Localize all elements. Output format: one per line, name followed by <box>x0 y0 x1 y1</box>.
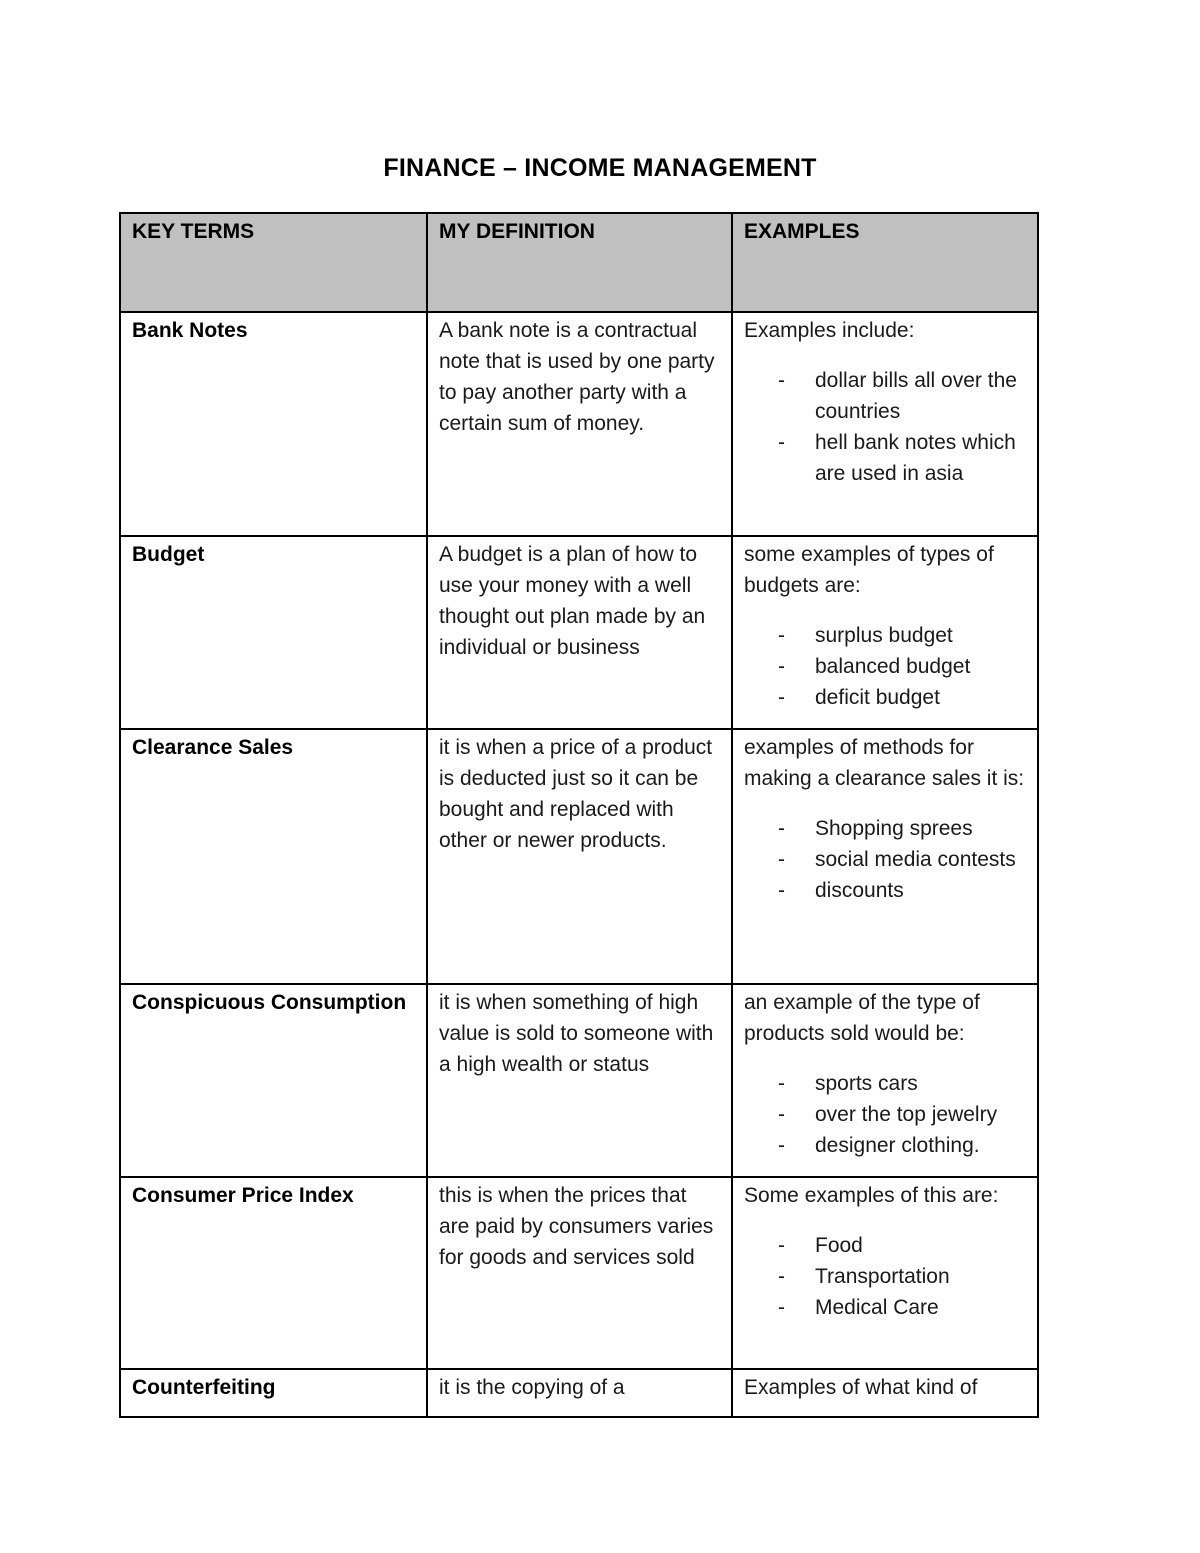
examples-list <box>744 620 1027 713</box>
table-row <box>120 1369 1038 1417</box>
example-item: - over the top jewelry <box>778 1099 1027 1130</box>
key-term-cell: Bank Notes <box>120 312 427 536</box>
definition-cell: A bank note is a contractual note that is used by one party to pay another party with a certain sum of money. <box>427 312 732 536</box>
definition-cell: it is the copying of a <box>427 1369 732 1417</box>
key-term-cell: Clearance Sales <box>120 729 427 984</box>
table-row <box>120 536 1038 729</box>
example-item: - Transportation <box>778 1261 1027 1292</box>
key-term-cell: Budget <box>120 536 427 729</box>
example-item: - balanced budget <box>778 651 1027 682</box>
examples-cell <box>732 1177 1038 1369</box>
header-my-definition: MY DEFINITION <box>427 213 732 312</box>
table-header-row <box>120 213 1038 312</box>
example-item: - hell bank notes which are used in asia <box>778 427 1027 489</box>
example-item: - surplus budget <box>778 620 1027 651</box>
definition-cell: this is when the prices that are paid by consumers varies for goods and services sold <box>427 1177 732 1369</box>
examples-cell <box>732 1369 1038 1417</box>
examples-cell <box>732 984 1038 1177</box>
examples-cell <box>732 536 1038 729</box>
examples-list <box>744 1230 1027 1323</box>
definition-cell: it is when a price of a product is deducted just so it can be bought and replaced with other or newer products. <box>427 729 732 984</box>
examples-cell <box>732 729 1038 984</box>
examples-list <box>744 1068 1027 1161</box>
table-row <box>120 1177 1038 1369</box>
table-row <box>120 984 1038 1177</box>
examples-intro: some examples of types of budgets are: <box>744 543 994 597</box>
example-item: - dollar bills all over the countries <box>778 365 1027 427</box>
example-item: - discounts <box>778 875 1027 906</box>
key-term-cell: Counterfeiting <box>120 1369 427 1417</box>
key-term-cell: Consumer Price Index <box>120 1177 427 1369</box>
key-term-cell: Conspicuous Consumption <box>120 984 427 1177</box>
example-item: - Food <box>778 1230 1027 1261</box>
example-item: - Medical Care <box>778 1292 1027 1323</box>
example-item: - Shopping sprees <box>778 813 1027 844</box>
examples-intro: Examples of what kind of <box>744 1376 978 1399</box>
header-key-terms: KEY TERMS <box>120 213 427 312</box>
examples-intro: Some examples of this are: <box>744 1184 999 1207</box>
example-item: - sports cars <box>778 1068 1027 1099</box>
table-row <box>120 729 1038 984</box>
definition-cell: it is when something of high value is sold to someone with a high wealth or status <box>427 984 732 1177</box>
examples-intro: Examples include: <box>744 319 915 342</box>
examples-list <box>744 813 1027 906</box>
examples-list <box>744 365 1027 489</box>
example-item: - social media contests <box>778 844 1027 875</box>
example-item: - deficit budget <box>778 682 1027 713</box>
definition-cell: A budget is a plan of how to use your money with a well thought out plan made by an individual or business <box>427 536 732 729</box>
table-row <box>120 312 1038 536</box>
examples-cell <box>732 312 1038 536</box>
example-item: - designer clothing. <box>778 1130 1027 1161</box>
page-title: FINANCE – INCOME MANAGEMENT <box>383 154 817 182</box>
header-examples: EXAMPLES <box>732 213 1038 312</box>
examples-intro: an example of the type of products sold would be: <box>744 991 980 1045</box>
examples-intro: examples of methods for making a clearance sales it is: <box>744 736 1025 790</box>
key-terms-table <box>119 212 1039 1418</box>
